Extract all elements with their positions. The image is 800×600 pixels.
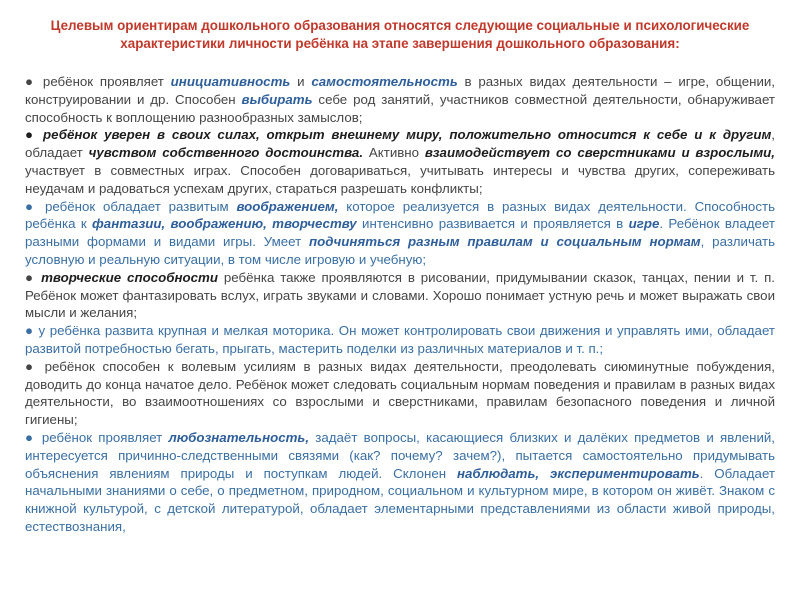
bullet-paragraph (25, 322, 775, 358)
bullet-paragraph (25, 358, 775, 429)
paragraph-text: которое реализуется в разных видах деятельности. Способность ребёнка к (25, 198, 775, 232)
paragraph-text: ● ребёнок проявляет (25, 74, 171, 89)
emphasized-term: воображением, (236, 198, 339, 214)
paragraph-text: участвует в совместных играх. Способен договариваться, учитывать интересы и чувства других, сопереживать неудачам и радоваться успехам других, стараться разрешать конфликты; (25, 162, 775, 196)
bullet-paragraph (25, 198, 775, 269)
bullet-paragraph (25, 429, 775, 536)
paragraph-text: и (290, 74, 312, 89)
paragraph-text: задаёт вопросы, касающиеся близких и далёких предметов и явлений, интересуется причинно-следственными связями (как? почему? зачем?), пытается самостоятельно придумывать объяснения явлениям природы и поступкам людей. Склонен (25, 429, 776, 481)
bullet-paragraph (25, 269, 775, 322)
emphasized-term: выбирать (241, 91, 313, 107)
paragraph-text: ● у ребёнка развита крупная и мелкая моторика. Он может контролировать свои движения и управлять ими, обладает развитой потребностью бегать, прыгать, мастерить поделки из различных материалов и т. п.; (25, 323, 775, 356)
paragraph-text: , обладает (25, 127, 775, 161)
paragraph-text: интенсивно развивается и проявляется в (356, 216, 629, 232)
emphasized-term: любознательность, (168, 429, 310, 445)
emphasized-term: наблюдать, экспериментировать (456, 465, 700, 481)
paragraph-text: себе род занятий, участников совместной деятельности, обнаруживает способность к воплощению разнообразных замыслов; (25, 91, 775, 125)
emphasized-term: чувством собственного достоинства. (88, 145, 364, 161)
emphasized-term: подчиняться разным правилам и социальным нормам (309, 234, 701, 250)
paragraph-text: . Обладает начальными знаниями о себе, о предметном, природном, социальном и культурном мире, в котором он живёт. Знаком с книжной культурой, с детской литературой, обладает элементарными представлениями из области живой природы, естествознания, (25, 465, 775, 534)
bullet-paragraph (25, 73, 775, 126)
paragraph-text: ● (25, 269, 42, 285)
emphasized-term: игре (628, 216, 660, 232)
page-title: Целевым ориентирам дошкольного образования относятся следующие социальные и психологические характеристики личности ребёнка на этапе завершения дошкольного образования: (50, 18, 750, 51)
paragraph-text: ● ребёнок способен к волевым усилиям в разных видах деятельности, преодолевать сиюминутные побуждения, доводить до конца начатое дело. Ребёнок может следовать социальным нормам поведения и правилам в разных видах деятельности, во взаимоотношениях со взрослыми и сверстниками, правилам безопасного поведения и личной гигиены; (25, 358, 775, 428)
emphasized-term: самостоятельность (311, 74, 458, 89)
emphasized-term: фантазии, воображению, творчеству (92, 216, 357, 232)
emphasized-term: инициативность (170, 74, 291, 89)
paragraph-text: ● ребёнок обладает развитым (25, 198, 237, 214)
paragraph-text: , различать условную и реальную ситуации, в том числе игровую и учебную; (25, 234, 776, 267)
paragraph-text: Активно (363, 145, 425, 161)
emphasized-term: творческие способности (41, 269, 218, 285)
content-body (25, 73, 775, 536)
bullet-paragraph (25, 126, 775, 197)
emphasized-term: ● ребёнок уверен в своих силах, открыт внешнему миру, положительно относится к себе и к другим (25, 127, 772, 143)
paragraph-text: . Ребёнок владеет разными формами и видами игры. Умеет (25, 216, 775, 250)
emphasized-term: взаимодействует со сверстниками и взрослыми, (424, 145, 775, 161)
paragraph-text: ребёнка также проявляются в рисовании, придумывании сказок, танцах, пении и т. п. Ребёнок может фантазировать вслух, играть звуками и словами. Хорошо понимает устную речь и может выражать свои мысли и желания; (25, 269, 775, 321)
paragraph-text: в разных видах деятельности – игре, общении, конструировании и др. Способен (25, 74, 775, 107)
paragraph-text: ● ребёнок проявляет (25, 429, 169, 445)
